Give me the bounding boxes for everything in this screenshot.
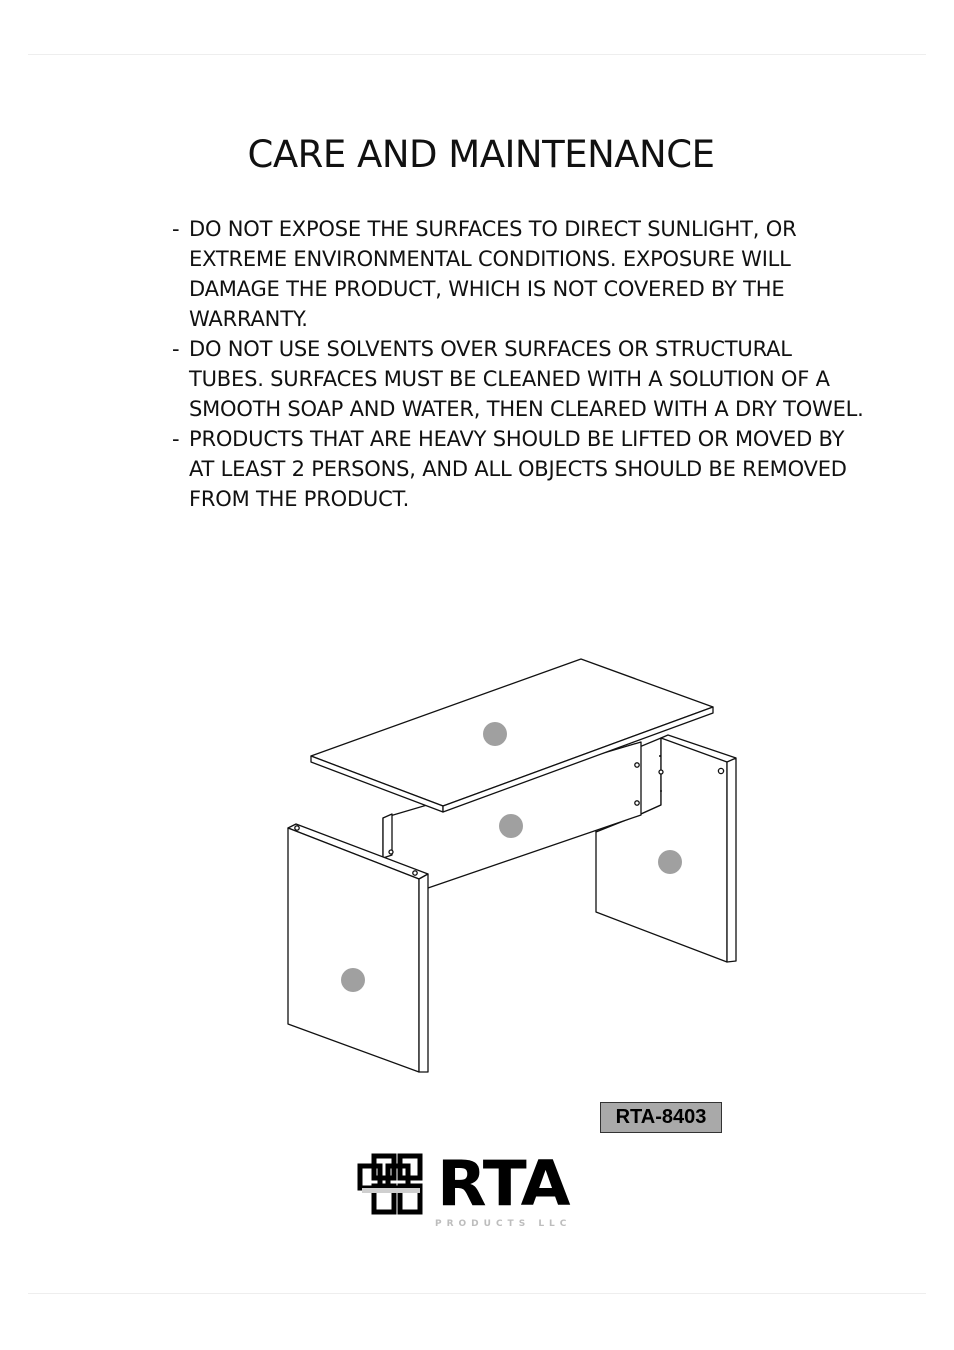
cam-hole bbox=[389, 850, 393, 854]
care-instruction-text: PRODUCTS THAT ARE HEAVY SHOULD BE LIFTED OR MOVED BY AT LEAST 2 PERSONS, AND ALL OBJECTS SHOULD BE REMOVED FROM THE PRODUCT. bbox=[189, 427, 847, 511]
logo-squares-icon bbox=[356, 1152, 436, 1218]
list-dash: - bbox=[172, 337, 180, 361]
model-number-badge: RTA-8403 bbox=[600, 1102, 722, 1133]
list-dash: - bbox=[172, 427, 180, 451]
cam-hole bbox=[635, 801, 639, 805]
desk-assembly-illustration bbox=[280, 650, 750, 1090]
care-instruction-text: DO NOT USE SOLVENTS OVER SURFACES OR STRUCTURAL TUBES. SURFACES MUST BE CLEANED WITH A SOLUTION OF A SMOOTH SOAP AND WATER, THEN CLEARED WITH A DRY TOWEL. bbox=[189, 337, 864, 421]
dowel-hole bbox=[295, 826, 299, 830]
bottom-page-rule bbox=[28, 1293, 926, 1294]
top-page-rule bbox=[28, 54, 926, 55]
care-instruction-item bbox=[172, 214, 872, 334]
part-marker bbox=[499, 814, 523, 838]
logo-tagline: PRODUCTS LLC bbox=[435, 1219, 572, 1229]
care-instructions-list bbox=[172, 214, 872, 514]
dowel-hole bbox=[718, 768, 723, 773]
brand-logo bbox=[356, 1147, 572, 1232]
part-marker bbox=[483, 722, 507, 746]
cam-hole bbox=[635, 763, 639, 767]
care-instruction-text: DO NOT EXPOSE THE SURFACES TO DIRECT SUNLIGHT, OR EXTREME ENVIRONMENTAL CONDITIONS. EXPOSURE WILL DAMAGE THE PRODUCT, WHICH IS NOT COVERED BY THE WARRANTY. bbox=[189, 217, 797, 331]
pin-hole bbox=[660, 790, 662, 792]
care-instruction-item bbox=[172, 424, 872, 514]
page-title: CARE AND MAINTENANCE bbox=[247, 133, 715, 176]
dowel-hole bbox=[413, 871, 417, 875]
cam-hole bbox=[659, 770, 663, 774]
list-dash: - bbox=[172, 217, 180, 241]
part-marker bbox=[341, 968, 365, 992]
care-instruction-item bbox=[172, 334, 872, 424]
part-marker bbox=[658, 850, 682, 874]
logo-wordmark: RTA bbox=[437, 1147, 570, 1220]
pin-hole bbox=[659, 755, 661, 757]
